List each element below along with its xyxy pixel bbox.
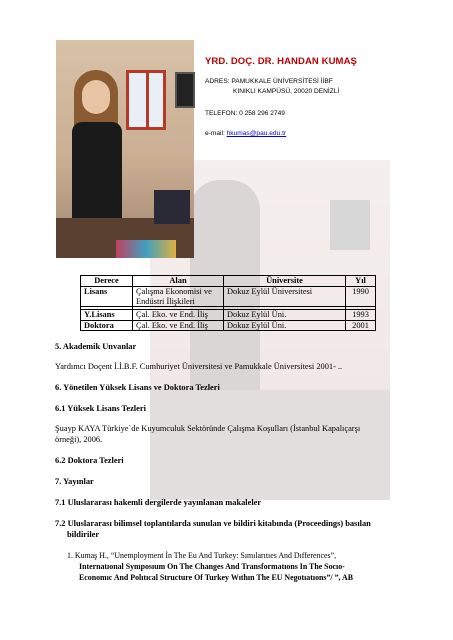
- table-row: [81, 287, 376, 307]
- reference-1-line-1: 1. Kumaş H., “Unemployment İn The Eu And Turkey: Sımılarıtıes And Dıfferences”,: [67, 551, 337, 560]
- year-cell: 1990: [346, 287, 376, 307]
- email-line: [205, 130, 286, 137]
- year-cell: 2001: [346, 320, 376, 331]
- email-link[interactable]: hkumas@pau.edu.tr: [226, 130, 287, 137]
- degree-cell: Y.Lisans: [81, 310, 133, 321]
- section-6-1-body-line-1: Şuayp KAYA Türkiye`de Kuyumculuk Sektöründe Çalışma Koşulları (İstanbul Kapalıçarşı: [55, 424, 361, 433]
- field-cell: Çal. Eko. ve End. İliş: [133, 310, 224, 321]
- section-6-2-heading: 6.2 Doktora Tezleri: [55, 456, 124, 465]
- address-line-2: KINIKLI KAMPÜSÜ, 20020 DENİZLİ: [233, 88, 340, 95]
- wall-picture-frame: [175, 72, 195, 108]
- university-cell: Dokuz Eylül Üni.: [224, 310, 346, 321]
- email-label: e-mail:: [205, 130, 225, 137]
- year-cell: 1993: [346, 310, 376, 321]
- field-line-1: Çalışma Ekonomisi ve: [136, 287, 212, 296]
- reference-1-line-2: Internatıonal Symposıum On The Changes And Transformatıons In The Socıo-: [79, 562, 345, 571]
- degrees-table: [80, 275, 376, 331]
- university-cell: Dokuz Eylül Üniversitesi: [224, 287, 346, 307]
- field-cell: Çal. Eko. ve End. İliş: [133, 320, 224, 331]
- column-header-university: Üniversite: [224, 276, 346, 287]
- section-5-body: Yardımcı Doçent İ.İ.B.F. Cumhuriyet Üniversitesi ve Pamukkale Üniversitesi 2001- ..: [55, 362, 343, 371]
- field-cell: [133, 287, 224, 307]
- table-row: [81, 320, 376, 331]
- degree-cell: Lisans: [81, 287, 133, 307]
- table-header-row: [81, 276, 376, 287]
- section-7-heading: 7. Yayınlar: [55, 477, 94, 486]
- degree-cell: Doktora: [81, 320, 133, 331]
- section-5-heading: 5. Akademik Unvanlar: [55, 342, 137, 351]
- column-header-year: Yıl: [346, 276, 376, 287]
- person-name: YRD. DOÇ. DR. HANDAN KUMAŞ: [205, 56, 357, 67]
- section-7-2-heading-line-1: 7.2 Uluslararası bilimsel toplantılarda sunulan ve bildiri kitabında (Proceedings) basılan: [55, 519, 371, 528]
- phone-number: TELEFON: 0 258 296 2749: [205, 110, 285, 117]
- field-line-2: Endüstri İlişkileri: [136, 296, 195, 306]
- profile-photo: [56, 40, 194, 258]
- table-row: [81, 310, 376, 321]
- column-header-degree: Derece: [81, 276, 133, 287]
- section-6-1-body-line-2: örneği), 2006.: [55, 435, 103, 444]
- section-6-1-heading: 6.1 Yüksek Lisans Tezleri: [55, 404, 146, 413]
- section-6-heading: 6. Yönetilen Yüksek Lisans ve Doktora Tezleri: [55, 383, 220, 392]
- column-header-field: Alan: [133, 276, 224, 287]
- section-7-2-heading-line-2: bildiriler: [67, 530, 100, 539]
- section-7-1-heading: 7.1 Uluslararası hakemli dergilerde yayınlanan makaleler: [55, 498, 262, 507]
- address-line-1: ADRES: PAMUKKALE ÜNİVERSİTESİ İİBF: [205, 78, 333, 85]
- reference-1-line-3: Economıc And Polıtıcal Structure Of Turkey Wıthın The EU Negotıatıons”/ ”, AB: [79, 573, 354, 582]
- university-cell: Dokuz Eylül Üni.: [224, 320, 346, 331]
